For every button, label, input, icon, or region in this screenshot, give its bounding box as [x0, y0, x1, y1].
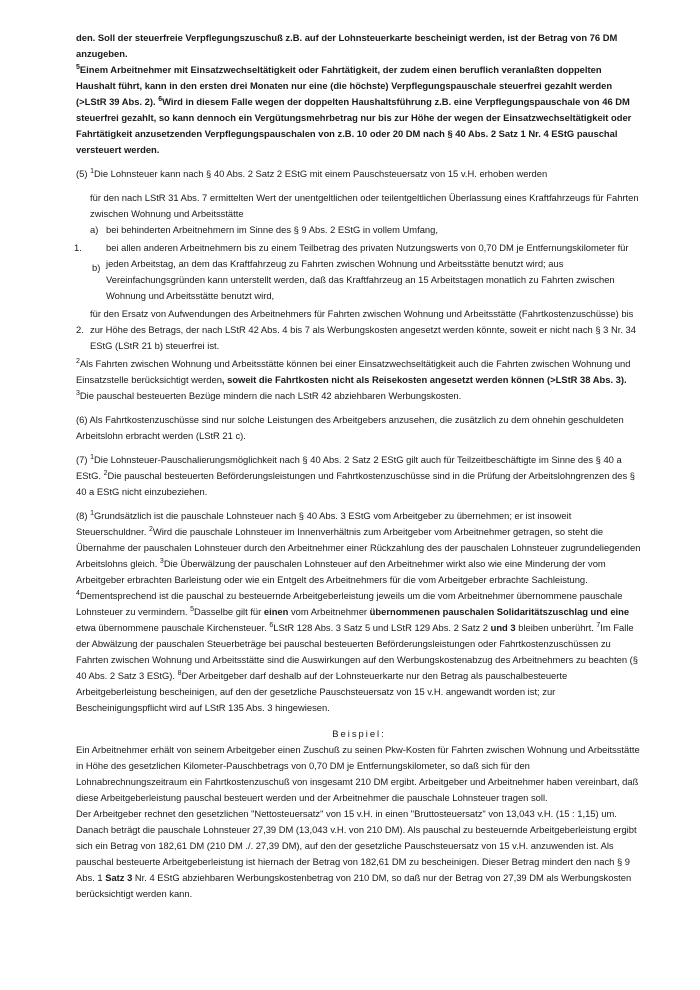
example-text-2c: Nr. 4 EStG abziehbaren Werbungskostenbetrag von 210 DM, so daß nur der Betrag von 27,39 DM als Werbungskosten berücksichtigt werden kann. [76, 872, 632, 899]
p5-tail [76, 356, 642, 404]
p8-text-5b: einen [263, 606, 289, 617]
p5-item-2 [76, 306, 642, 354]
intro-line-2: Einem Arbeitnehmer mit Einsatzwechseltätigkeit oder Fahrtätigkeit, der zudem einen beruflich veranlaßten doppelten Haushalt führt, kann in den ersten drei Monaten nur eine (die höchste) Verpflegungspauschale steuerfrei gezahlt werden (>LStR 39 Abs. 2). [76, 64, 613, 107]
p5-item-1-text: für den nach LStR 31 Abs. 7 ermittelten Wert der unentgeltlichen oder teilentgeltlichen Überlassung eines Kraftfahrzeugs für Fahrten zwischen Wohnung und Arbeitsstätte [90, 192, 639, 219]
example-para-1: Ein Arbeitnehmer erhält von seinem Arbeitgeber einen Zuschuß zu seinen Pkw-Kosten für Fahrten zwischen Wohnung und Arbeitsstätte in Höhe des gesetzlichen Kilometer-Pauschbetrags von 0,70 DM je Entfernungskilometer, so daß sich für den Lohnabrechnungszeitraum ein Fahrtkostenzuschuß von insgesamt 210 DM ergibt. Arbeitgeber und Arbeitnehmer haben vereinbart, daß diese Arbeitgeberleistung pauschal besteuert werden und der Arbeitnehmer die pauschale Lohnsteuer tragen soll. [76, 744, 640, 803]
p8-text-6b: und 3 [490, 622, 516, 633]
p5-text-3: Die pauschal besteuerten Bezüge mindern die nach LStR 42 abziehbaren Werbungskosten. [79, 390, 462, 401]
p8-text-1: Grundsätzlich ist die pauschale Lohnsteuer nach § 40 Abs. 3 EStG vom Arbeitgeber zu übernehmen; er ist insoweit Steuerschuldner. [76, 510, 572, 537]
paragraph-7 [76, 452, 642, 500]
sentence-number: 3 [159, 557, 164, 565]
item-a-text: bei behinderten Arbeitnehmern im Sinne des § 9 Abs. 2 EStG in vollem Umfang, [106, 224, 438, 235]
p8-text-8: Der Arbeitgeber darf deshalb auf der Lohnsteuerkarte nur den Betrag als pauschalbesteuerte Arbeitgeberleistung bescheinigen, auf den der gesetzliche Pauschsteuersatz von 15 v.H. angewandt worden ist; zur Bescheinigungspflicht wird auf LStR 135 Abs. 3 hingewiesen. [76, 670, 568, 713]
example-text-2a: Der Arbeitgeber rechnet den gesetzlichen "Nettosteuersatz" von 15 v.H. in einen "Bruttosteuersatz" von 13,043 v.H. (15 : 1,15) um. Danach beträgt die pauschale Lohnsteuer 27,39 DM (13,043 v.H. von 210 DM). Als pauschal zu besteuernde Arbeitgeberleistung ergibt sich ein Betrag von 182,61 DM (210 DM ./. 27,39 DM), auf den der gesetzliche Pauschsteuersatz von 15 v.H. anzuwenden ist. Als pauschal besteuerte Arbeitgeberleistung ist hiernach der Betrag von 182,61 DM zu bescheinigen. Dieser Betrag mindert den nach § 9 Abs. 1 [76, 808, 637, 883]
item-label-2: 2. [76, 324, 84, 335]
item-label-b: b) [92, 262, 101, 273]
p5-text-2a: Als Fahrten zwischen Wohnung und Arbeitsstätte können bei einer Einsatzwechseltätigkeit auch die Fahrten zwischen Wohnung und Einsatzstelle berücksichtigt werden [76, 358, 631, 385]
item-b-text: bei allen anderen Arbeitnehmern bis zu einem Teilbetrag des privaten Nutzungswerts von 0,70 DM je Entfernungskilometer für jeden Arbeitstag, an dem das Kraftfahrzeug zu Fahrten zwischen Wohnung und Arbeitsstätte benutzt wird; aus Vereinfachungsgründen kann unterstellt werden, daß das Kraftfahrzeug an 15 Arbeitstagen monatlich zu Fahrten zwischen Wohnung und Arbeitsstätte benutzt wird, [106, 242, 629, 301]
paragraph-5 [76, 166, 642, 404]
sentence-number: 4 [76, 589, 80, 597]
sentence-number: 1 [90, 509, 94, 517]
bold-intro [76, 30, 642, 158]
intro-line-1: den. Soll der steuerfreie Verpflegungszuschuß z.B. auf der Lohnsteuerkarte bescheinigt werden, ist der Betrag von 76 DM anzugeben. [76, 32, 618, 59]
p8-text-5e: etwa übernommene pauschale Kirchensteuer. [76, 622, 267, 633]
example-heading: Beispiel: [332, 728, 386, 739]
intro-line-3: Wird in diesem Falle wegen der doppelten Haushaltsführung z.B. eine Verpflegungspauschale von 46 DM steuerfrei gezahlt, so kann dennoch ein Vergütungsmehrbetrag nur bis zur Höhe der wegen der Einsatzwechseltätigkeit oder Fahrtätigkeit anzusetzenden Verpflegungspauschalen von z.B. 10 oder 20 DM nach § 40 Abs. 2 Satz 1 Nr. 4 EStG pauschal versteuert werden. [76, 96, 632, 155]
p8-text-7: Im Falle der Abwälzung der pauschalen Steuerbeträge bei pauschal besteuerten Beförderungsleistungen oder Fahrtkostenzuschüssen zu Fahrten zwischen Wohnung und Arbeitsstätte sind die Auswirkungen auf den Werbungskostenabzug des Arbeitnehmers zu beachten (§ 40 Abs. 2 Satz 3 EStG). [76, 622, 638, 681]
document-page [76, 30, 642, 902]
p5-lead [76, 166, 642, 182]
sentence-number: 6 [269, 621, 274, 629]
p5-lead-text: Die Lohnsteuer kann nach § 40 Abs. 2 Satz 2 EStG mit einem Pauschsteuersatz von 15 v.H. erhoben werden [93, 168, 548, 179]
sentence-number: 3 [76, 389, 80, 397]
p8-text-5a: Dasselbe gilt für [194, 606, 264, 617]
item-label-a: a) [90, 224, 99, 235]
p8-text-3: Die Überwälzung der pauschalen Lohnsteuer auf den Arbeitnehmer wirkt also wie eine Minderung der vom Arbeitgeber erbrachten Barleistung oder wie ein Entgelt des Arbeitnehmers für die vom Arbeitgeber erbrachte Sachleistung. [76, 558, 606, 585]
p8-text-6a: LStR 128 Abs. 3 Satz 5 und LStR 129 Abs. 2 Satz 2 [273, 622, 491, 633]
p7-text-1: Die Lohnsteuer-Pauschalierungsmöglichkeit nach § 40 Abs. 2 Satz 2 EStG gilt auch für Teilzeitbeschäftigte im Sinne des § 40 a EStG. [76, 454, 622, 481]
sentence-number: 2 [76, 357, 80, 365]
item-label-1: 1. [74, 242, 82, 253]
sentence-number: 6 [158, 95, 163, 103]
p8-text-5c: vom Arbeitnehmer [288, 606, 370, 617]
paragraph-6: (6) Als Fahrtkostenzuschüsse sind nur solche Leistungen des Arbeitgebers anzusehen, die zusätzlich zu dem ohnehin geschuldeten Arbeitslohn erbracht werden (LStR 21 c). [76, 414, 624, 441]
p7-text-2: Die pauschal besteuerten Beförderungsleistungen und Fahrtkostenzuschüsse sind in die Prüfung der Arbeitslohngrenzen des § 40 a EStG nicht einzubeziehen. [76, 470, 635, 497]
sentence-number: 8 [177, 669, 182, 677]
item-2-text: für den Ersatz von Aufwendungen des Arbeitnehmers für Fahrten zwischen Wohnung und Arbeitsstätte (Fahrtkostenzuschüsse) bis zur Höhe des Betrags, der nach LStR 42 Abs. 4 bis 7 als Werbungskosten angesetzt werden könnte, soweit er nicht nach § 3 Nr. 34 EStG (LStR 21 b) steuerfrei ist. [90, 308, 636, 351]
p8-text-5d: übernommenen pauschalen Solidaritätszuschlag und eine [369, 606, 630, 617]
sentence-number: 2 [148, 525, 153, 533]
sentence-number: 2 [103, 469, 108, 477]
sentence-number: 1 [90, 453, 94, 461]
para-number: (5) [76, 168, 88, 179]
para-number: (8) [76, 510, 88, 521]
p8-text-4: Dementsprechend ist die pauschal zu besteuernde Arbeitgeberleistung jeweils um die vom Arbeitnehmer übernommene pauschale Lohnsteuer zu vermindern. [76, 590, 623, 617]
sentence-number: 5 [190, 605, 195, 613]
sentence-number: 1 [90, 167, 94, 175]
paragraph-8 [76, 508, 642, 716]
p5-item-b [76, 240, 642, 304]
example-para-2 [76, 806, 642, 902]
sentence-number: 7 [596, 621, 601, 629]
para-number: (7) [76, 454, 88, 465]
p5-text-2b: , soweit die Fahrtkosten nicht als Reisekosten angesetzt werden können (>LStR 38 Abs. 3). [221, 374, 627, 385]
example-text-2b: Satz 3 [105, 872, 133, 883]
p8-text-2: Wird die pauschale Lohnsteuer im Innenverhältnis zum Arbeitgeber vom Arbeitnehmer getragen, so steht die Übernahme der pauschalen Lohnsteuer durch den Arbeitnehmer einer Rückzahlung des der pauschalen Lohnsteuer zugrundeliegenden Arbeitslohns gleich. [76, 526, 641, 569]
p5-item-a [76, 222, 642, 238]
p8-text-6c: bleiben unberührt. [515, 622, 594, 633]
sentence-number: 5 [76, 63, 80, 71]
